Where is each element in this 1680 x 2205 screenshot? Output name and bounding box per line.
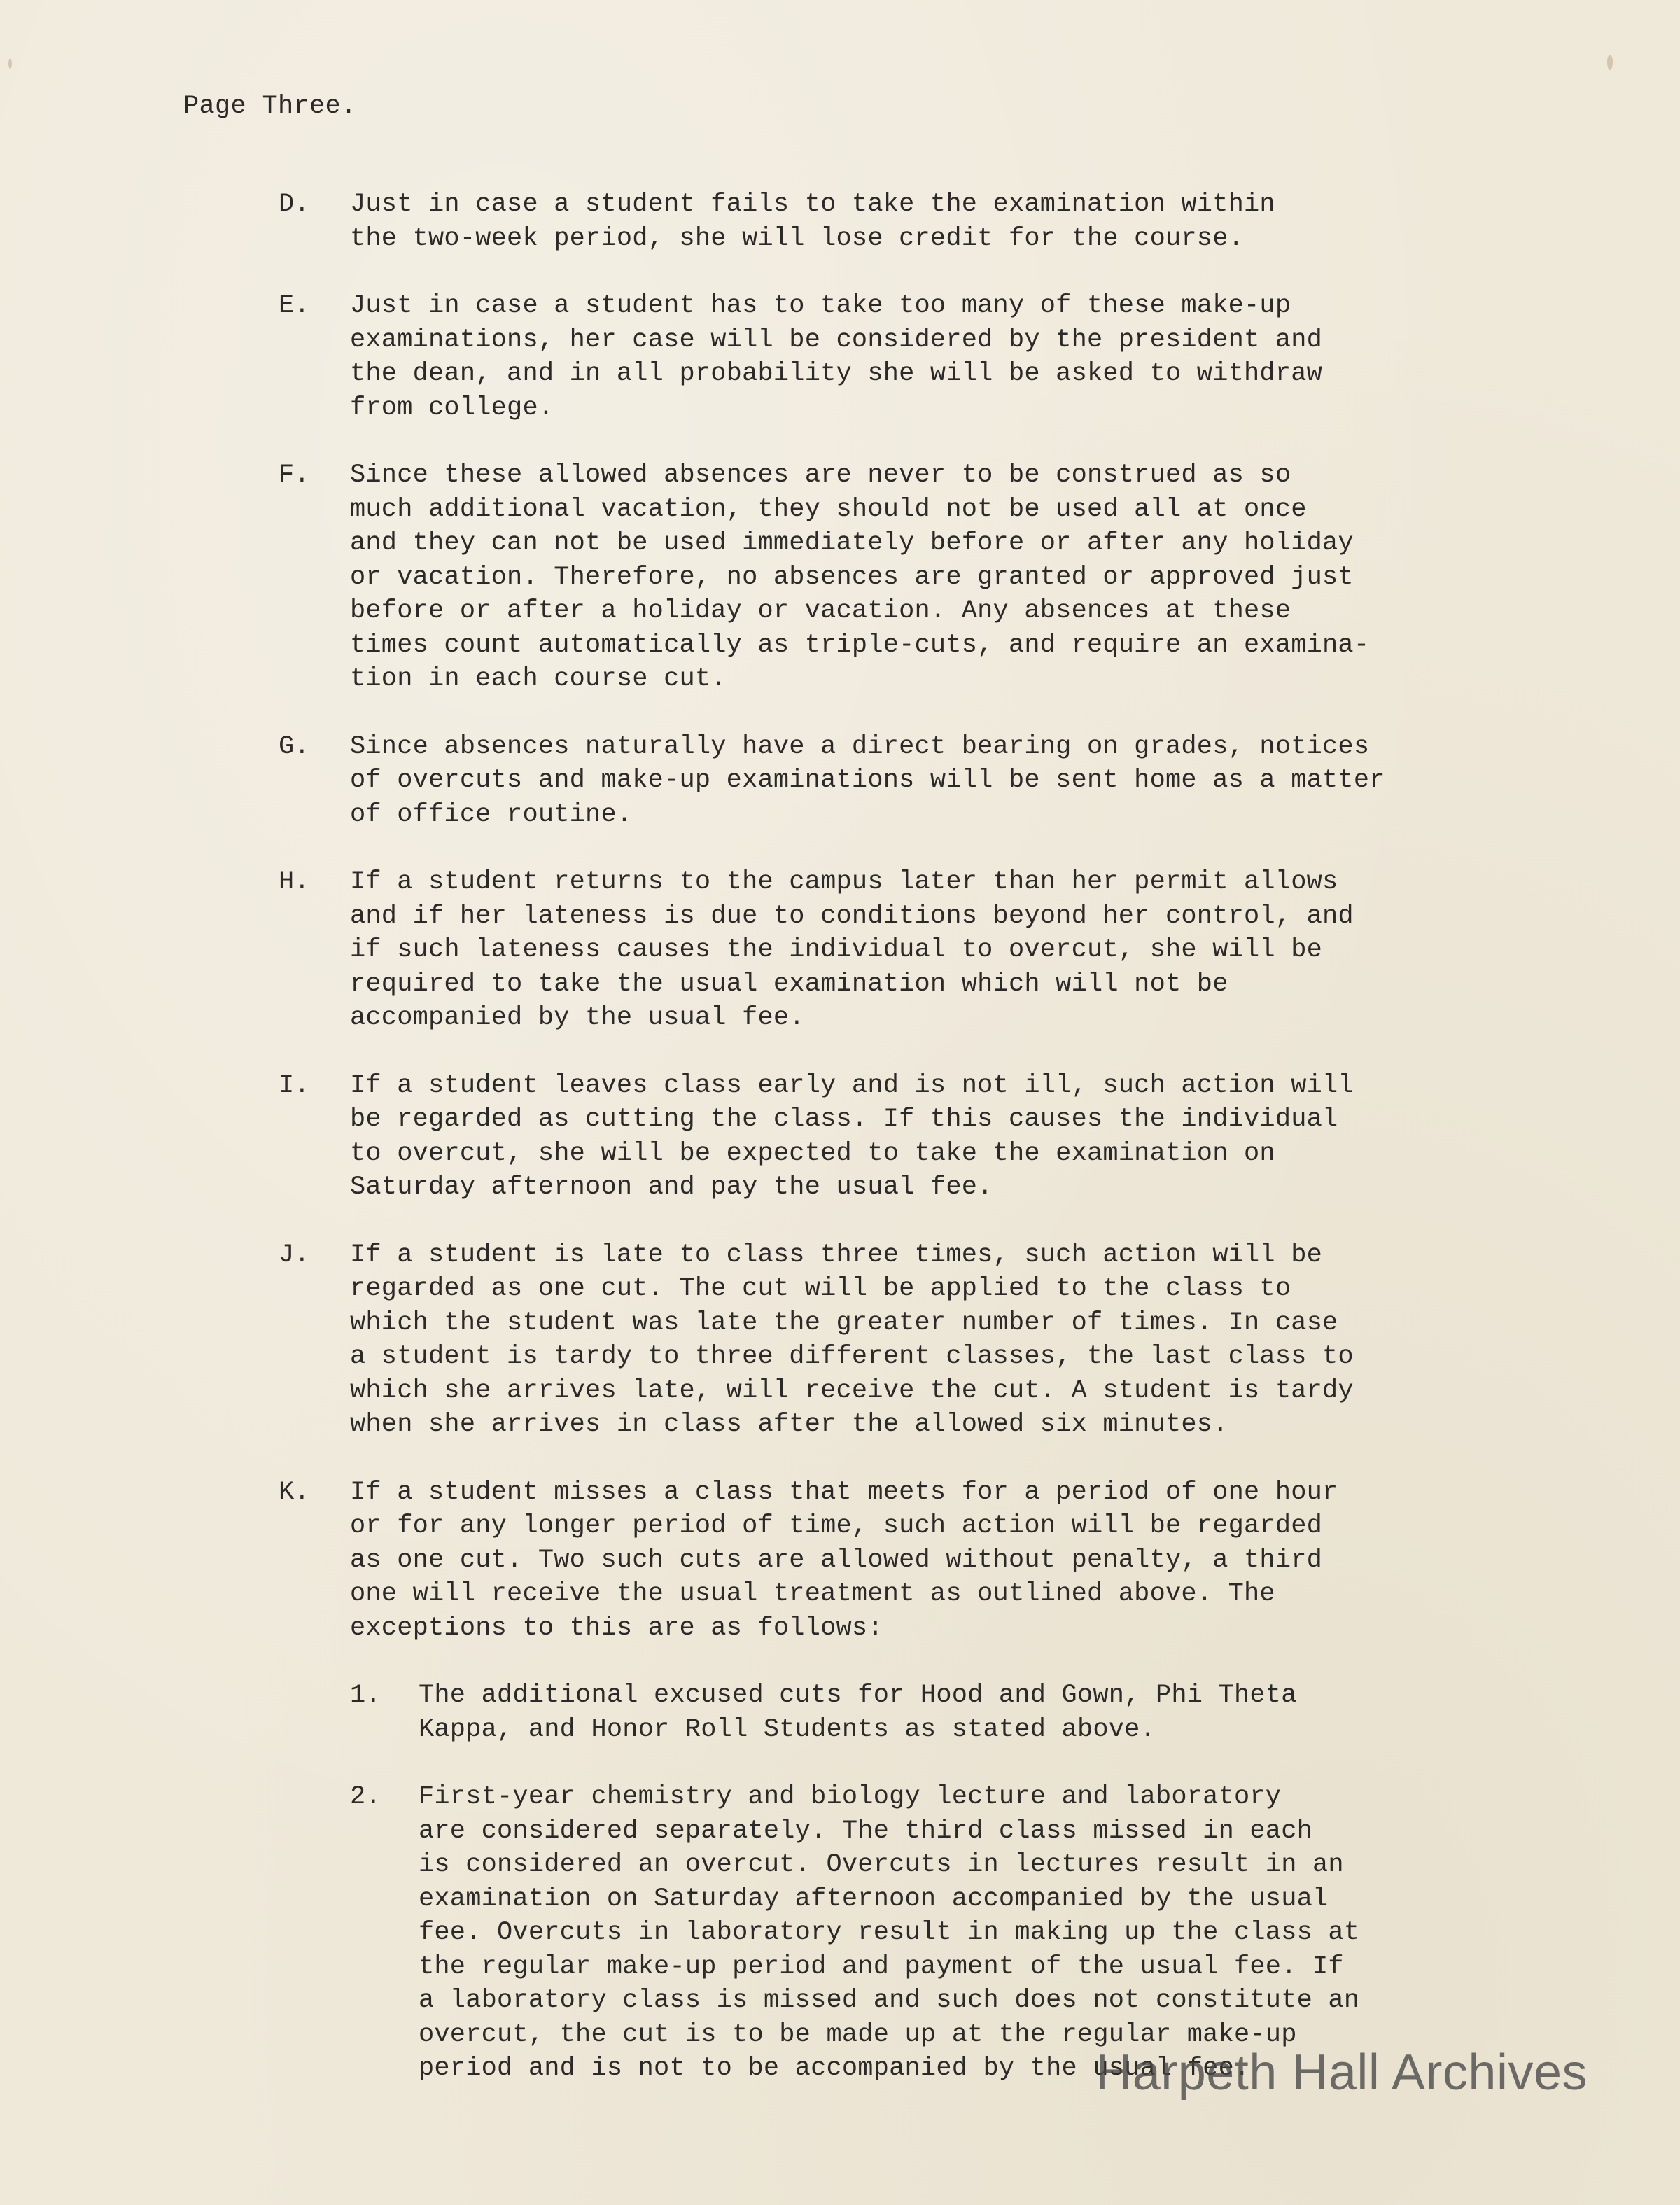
exception-text-line: a laboratory class is missed and such does not constitute an bbox=[419, 1986, 1360, 2015]
rule-text-line: Since absences naturally have a direct bearing on grades, notices bbox=[350, 732, 1370, 762]
rule-letter: K. bbox=[279, 1477, 310, 1507]
rule-text-line: If a student returns to the campus later than her permit allows bbox=[350, 867, 1338, 897]
rule-letter: D. bbox=[279, 190, 310, 219]
paper-speck bbox=[1607, 55, 1613, 70]
rule-text-line: exceptions to this are as follows: bbox=[350, 1613, 883, 1643]
exception-text-line: examination on Saturday afternoon accompanied by the usual bbox=[419, 1884, 1329, 1914]
rule-text-line: times count automatically as triple-cuts, and require an examina- bbox=[350, 630, 1370, 660]
rule-text-line: regarded as one cut. The cut will be applied to the class to bbox=[350, 1274, 1292, 1303]
archive-watermark: Harpeth Hall Archives bbox=[1096, 2045, 1588, 2101]
rule-text-line: If a student is late to class three times, such action will be bbox=[350, 1240, 1323, 1270]
rule-letter: E. bbox=[279, 291, 310, 321]
rule-text-line: Saturday afternoon and pay the usual fee. bbox=[350, 1172, 993, 1202]
rule-letter: J. bbox=[279, 1240, 310, 1270]
exceptions-list bbox=[350, 1679, 1483, 2086]
rule-item-e bbox=[279, 289, 1483, 425]
rule-item-f bbox=[279, 458, 1483, 696]
rule-text-line: accompanied by the usual fee. bbox=[350, 1003, 805, 1032]
rule-text-line: and if her lateness is due to conditions beyond her control, and bbox=[350, 901, 1354, 931]
rule-text-line: examinations, her case will be considered by the president and bbox=[350, 325, 1323, 355]
rule-letter: G. bbox=[279, 732, 310, 762]
rule-item-k bbox=[279, 1476, 1483, 2086]
rule-text-line: If a student leaves class early and is not ill, such action will bbox=[350, 1070, 1354, 1100]
rule-text-line: which she arrives late, will receive the cut. A student is tardy bbox=[350, 1376, 1354, 1406]
rule-item-g bbox=[279, 730, 1483, 832]
rule-text-line: Since these allowed absences are never to be construed as so bbox=[350, 461, 1292, 490]
rule-text-line: Just in case a student has to take too many of these make-up bbox=[350, 291, 1292, 321]
exception-text-line: period and is not to be accompanied by the usual fee. bbox=[419, 2054, 1250, 2083]
rule-letter: F. bbox=[279, 461, 310, 490]
rule-text-line: one will receive the usual treatment as outlined above. The bbox=[350, 1579, 1275, 1609]
rule-text-line: a student is tardy to three different classes, the last class to bbox=[350, 1342, 1354, 1371]
rule-text-line: or vacation. Therefore, no absences are granted or approved just bbox=[350, 562, 1354, 592]
rule-letter: I. bbox=[279, 1070, 310, 1100]
rule-item-i bbox=[279, 1069, 1483, 1205]
rule-text-line: Just in case a student fails to take the examination within bbox=[350, 190, 1275, 219]
exception-text-line: First-year chemistry and biology lecture and laboratory bbox=[419, 1782, 1282, 1812]
rule-text-line: the dean, and in all probability she will be asked to withdraw bbox=[350, 359, 1323, 388]
exception-number: 1. bbox=[350, 1681, 382, 1710]
exception-text-line: The additional excused cuts for Hood and Gown, Phi Theta bbox=[419, 1681, 1297, 1710]
exception-text-line: the regular make-up period and payment of the usual fee. If bbox=[419, 1952, 1344, 1982]
page-number-header: Page Three. bbox=[183, 92, 357, 121]
rule-text-line: the two-week period, she will lose credit for the course. bbox=[350, 223, 1245, 253]
rule-text-line: be regarded as cutting the class. If this causes the individual bbox=[350, 1105, 1338, 1134]
rules-list bbox=[279, 188, 1483, 2120]
exception-text-line: are considered separately. The third class missed in each bbox=[419, 1816, 1313, 1846]
rule-text-line: required to take the usual examination which will not be bbox=[350, 969, 1228, 999]
exception-text-line: Kappa, and Honor Roll Students as stated above. bbox=[419, 1714, 1156, 1744]
exception-item-2 bbox=[350, 1780, 1483, 2086]
exception-number: 2. bbox=[350, 1782, 382, 1812]
rule-item-h bbox=[279, 865, 1483, 1035]
rule-text-line: from college. bbox=[350, 393, 554, 423]
rule-text-line: of office routine. bbox=[350, 799, 633, 830]
rule-text-line: If a student misses a class that meets for a period of one hour bbox=[350, 1477, 1338, 1507]
rule-text-line: as one cut. Two such cuts are allowed without penalty, a third bbox=[350, 1545, 1323, 1575]
rule-text-line: tion in each course cut. bbox=[350, 664, 727, 694]
exception-text-line: overcut, the cut is to be made up at the regular make-up bbox=[419, 2019, 1297, 2050]
rule-item-j bbox=[279, 1238, 1483, 1442]
rule-text-line: much additional vacation, they should not be used all at once bbox=[350, 494, 1307, 524]
rule-text-line: and they can not be used immediately before or after any holiday bbox=[350, 528, 1354, 558]
exception-text-line: fee. Overcuts in laboratory result in making up the class at bbox=[419, 1918, 1360, 1947]
exception-item-1 bbox=[350, 1679, 1483, 1746]
rule-text-line: to overcut, she will be expected to take the examination on bbox=[350, 1138, 1275, 1168]
exception-text-line: is considered an overcut. Overcuts in lectures result in an bbox=[419, 1850, 1344, 1879]
rule-text-line: or for any longer period of time, such action will be regarded bbox=[350, 1511, 1323, 1541]
paper-speck bbox=[8, 59, 12, 69]
rule-text-line: if such lateness causes the individual to overcut, she will be bbox=[350, 935, 1323, 965]
rule-item-d bbox=[279, 188, 1483, 255]
rule-text-line: before or after a holiday or vacation. Any absences at these bbox=[350, 596, 1292, 626]
rule-text-line: when she arrives in class after the allowed six minutes. bbox=[350, 1410, 1228, 1439]
rule-text-line: which the student was late the greater number of times. In case bbox=[350, 1308, 1338, 1338]
rule-letter: H. bbox=[279, 867, 310, 897]
rule-text-line: of overcuts and make-up examinations will be sent home as a matter bbox=[350, 766, 1385, 795]
